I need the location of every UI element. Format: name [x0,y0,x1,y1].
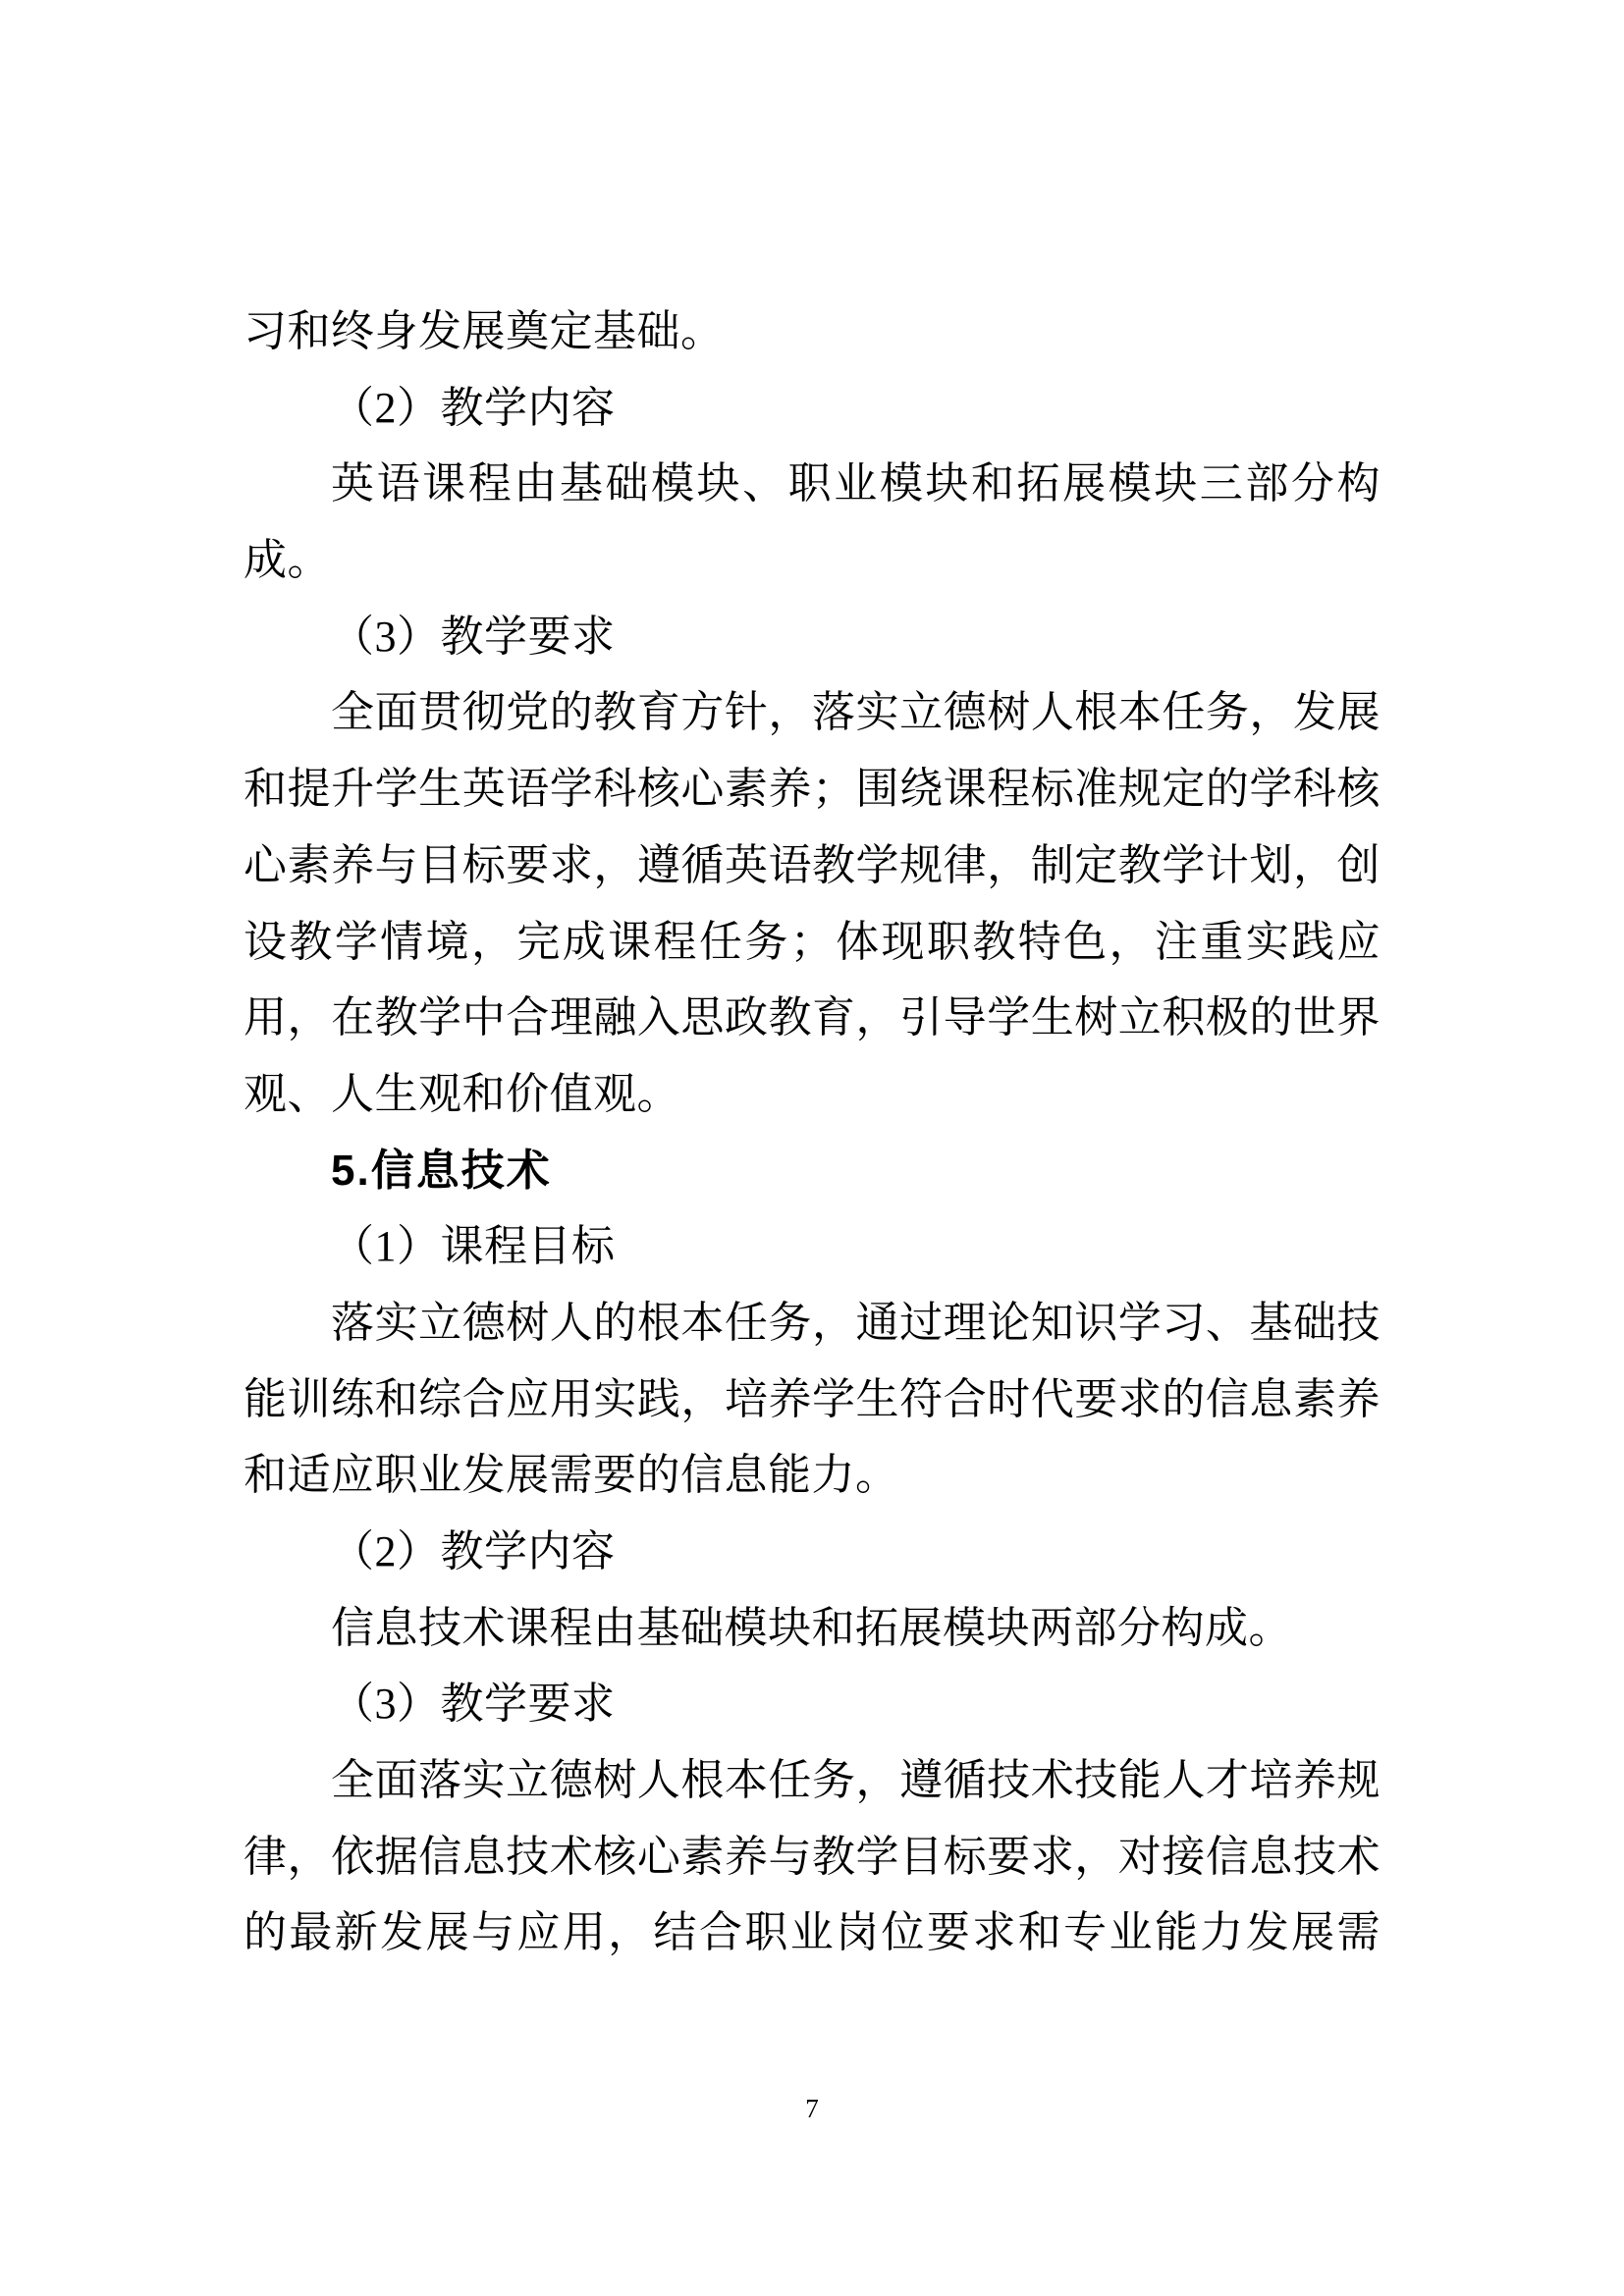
text-line: 和提升学生英语学科核心素养；围绕课程标准规定的学科核 [244,765,1380,814]
text-line: 习和终身发展奠定基础。 [244,307,725,355]
text-line: （3）教学要求 [331,612,616,661]
text-line: 成。 [244,536,331,585]
text-line: （2）教学内容 [331,383,616,432]
text-line: 的最新发展与应用，结合职业岗位要求和专业能力发展需 [244,1908,1380,1957]
page-body-text [244,294,1380,1971]
page-number: 7 [805,2094,819,2123]
text-line: 信息技术课程由基础模块和拓展模块两部分构成。 [331,1603,1292,1652]
section-heading: 5.信息技术 [331,1146,552,1195]
text-line: 英语课程由基础模块、职业模块和拓展模块三部分构 [331,459,1380,508]
text-line: （3）教学要求 [331,1680,616,1729]
text-line: 律，依据信息技术核心素养与教学目标要求，对接信息技术 [244,1832,1380,1881]
text-line: 全面落实立德树人根本任务，遵循技术技能人才培养规 [331,1756,1380,1805]
text-line: 能训练和综合应用实践，培养学生符合时代要求的信息素养 [244,1374,1380,1423]
text-line: 全面贯彻党的教育方针，落实立德树人根本任务，发展 [331,688,1380,737]
text-line: 用，在教学中合理融入思政教育，引导学生树立积极的世界 [244,993,1380,1042]
text-line: 和适应职业发展需要的信息能力。 [244,1451,899,1500]
text-line: 心素养与目标要求，遵循英语教学规律，制定教学计划，创 [244,840,1380,889]
text-line: 落实立德树人的根本任务，通过理论知识学习、基础技 [331,1298,1380,1347]
text-line: 设教学情境，完成课程任务；体现职教特色，注重实践应 [244,917,1380,966]
text-line: 观、人生观和价值观。 [244,1069,680,1118]
text-line: （2）教学内容 [331,1527,616,1575]
text-line: （1）课程目标 [331,1222,616,1271]
